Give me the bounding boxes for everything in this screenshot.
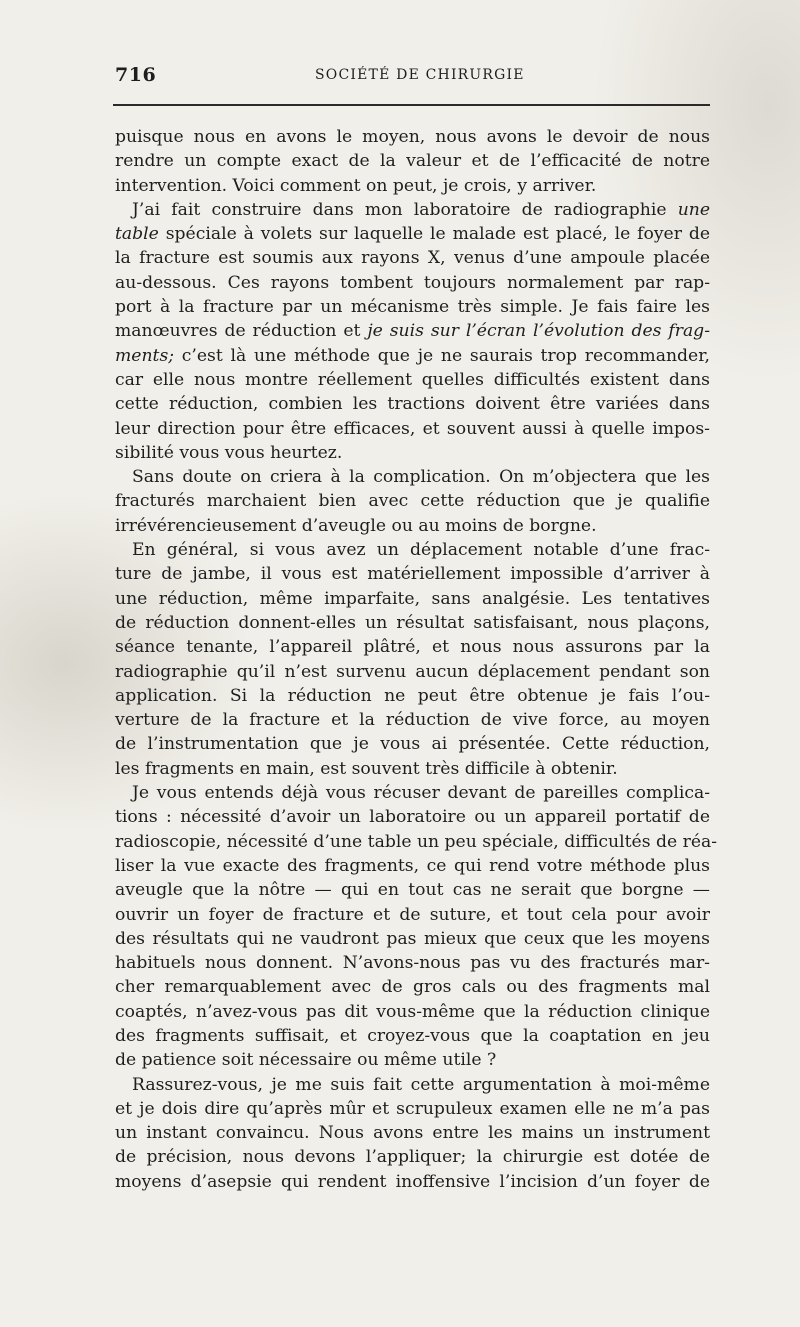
- italic-fragment: table: [115, 224, 159, 245]
- text-line: car elle nous montre réellement quelles difficultés existent dans: [115, 369, 710, 390]
- text-fragment: c’est là une méthode que je ne saurais trop recommander,: [174, 345, 710, 366]
- text-line: habituels nous donnent. N’avons-nous pas vu des fracturés mar-: [115, 953, 710, 974]
- text-line: de patience soit nécessaire ou même utile ?: [115, 1050, 497, 1071]
- text-line: tions : nécessité d’avoir un laboratoire ou un appareil portatif de: [115, 807, 710, 828]
- text-line: application. Si la réduction ne peut être obtenue je fais l’ou-: [115, 685, 710, 706]
- text-line: moyens d’asepsie qui rendent inoffensive l’incision d’un foyer de: [115, 1171, 710, 1192]
- text-line: sibilité vous vous heurtez.: [115, 442, 343, 463]
- text-line: leur direction pour être efficaces, et souvent aussi à quelle impos-: [115, 418, 710, 439]
- text-line: la fracture est soumis aux rayons X, venus d’une ampoule placée: [115, 248, 710, 269]
- page-number: 716: [115, 64, 157, 86]
- text-line: intervention. Voici comment on peut, je crois, y arriver.: [115, 175, 597, 196]
- text-line: rendre un compte exact de la valeur et de l’efficacité de notre: [115, 151, 710, 172]
- italic-fragment: ments;: [115, 345, 175, 366]
- text-line: [115, 344, 710, 368]
- text-line: irrévérencieusement d’aveugle ou au moins de borgne.: [115, 515, 597, 536]
- text-line: ture de jambe, il vous est matériellement impossible d’arriver à: [115, 564, 710, 585]
- text-line: cette réduction, combien les tractions doivent être variées dans: [115, 394, 710, 415]
- body-text: [115, 125, 718, 1194]
- text-line: coaptés, n’avez-vous pas dit vous-même que la réduction clinique: [115, 1001, 710, 1022]
- italic-fragment: je suis sur l’écran l’évolution des frag-: [367, 321, 710, 342]
- text-fragment: manœuvres de réduction et: [115, 321, 368, 342]
- text-line: [115, 319, 710, 343]
- text-fragment: spéciale à volets sur laquelle le malade est placé, le foyer de: [158, 224, 710, 245]
- text-line: des résultats qui ne vaudront pas mieux que ceux que les moyens: [115, 928, 710, 949]
- text-line: ouvrir un foyer de fracture et de suture, et tout cela pour avoir: [115, 904, 710, 925]
- header-rule: [113, 104, 710, 106]
- text-line: verture de la fracture et la réduction de vive force, au moyen: [115, 710, 710, 731]
- running-head: SOCIÉTÉ DE CHIRURGIE: [315, 67, 525, 83]
- text-line: de réduction donnent-elles un résultat satisfaisant, nous plaçons,: [115, 612, 710, 633]
- text-line: port à la fracture par un mécanisme très simple. Je fais faire les: [115, 297, 710, 318]
- text-line: cher remarquablement avec de gros cals ou des fragments mal: [115, 977, 710, 998]
- italic-fragment: une: [677, 199, 710, 220]
- page-header: [115, 64, 710, 88]
- text-line: de l’instrumentation que je vous ai présentée. Cette réduction,: [115, 734, 710, 755]
- text-line: une réduction, même imparfaite, sans analgésie. Les tentatives: [115, 588, 710, 609]
- text-line: Sans doute on criera à la complication. On m’objectera que les: [132, 467, 710, 488]
- text-line: de précision, nous devons l’appliquer; la chirurgie est dotée de: [115, 1147, 710, 1168]
- text-line: Je vous entends déjà vous récuser devant de pareilles complica-: [132, 783, 710, 804]
- text-line: aveugle que la nôtre — qui en tout cas ne serait que borgne —: [115, 880, 710, 901]
- text-line: au-dessous. Ces rayons tombent toujours normalement par rap-: [115, 272, 710, 293]
- text-line: Rassurez-vous, je me suis fait cette argumentation à moi-même: [132, 1074, 710, 1095]
- text-line: des fragments suffisait, et croyez-vous que la coaptation en jeu: [115, 1025, 710, 1046]
- text-line: un instant convaincu. Nous avons entre les mains un instrument: [115, 1123, 710, 1144]
- text-line: séance tenante, l’appareil plâtré, et nous nous assurons par la: [115, 637, 710, 658]
- text-line: radioscopie, nécessité d’une table un peu spéciale, difficultés de réa-: [115, 831, 718, 852]
- text-fragment: J’ai fait construire dans mon laboratoire de radiographie: [132, 199, 678, 220]
- text-line: En général, si vous avez un déplacement notable d’une frac-: [132, 540, 710, 561]
- text-line: et je dois dire qu’après mûr et scrupuleux examen elle ne m’a pas: [115, 1098, 710, 1119]
- text-line: les fragments en main, est souvent très difficile à obtenir.: [115, 758, 618, 779]
- text-line: fracturés marchaient bien avec cette réduction que je qualifie: [115, 491, 710, 512]
- text-line: [115, 222, 710, 246]
- text-line: [115, 198, 710, 222]
- text-line: radiographie qu’il n’est survenu aucun déplacement pendant son: [115, 661, 710, 682]
- text-line: puisque nous en avons le moyen, nous avons le devoir de nous: [115, 127, 710, 147]
- text-line: liser la vue exacte des fragments, ce qui rend votre méthode plus: [115, 855, 710, 876]
